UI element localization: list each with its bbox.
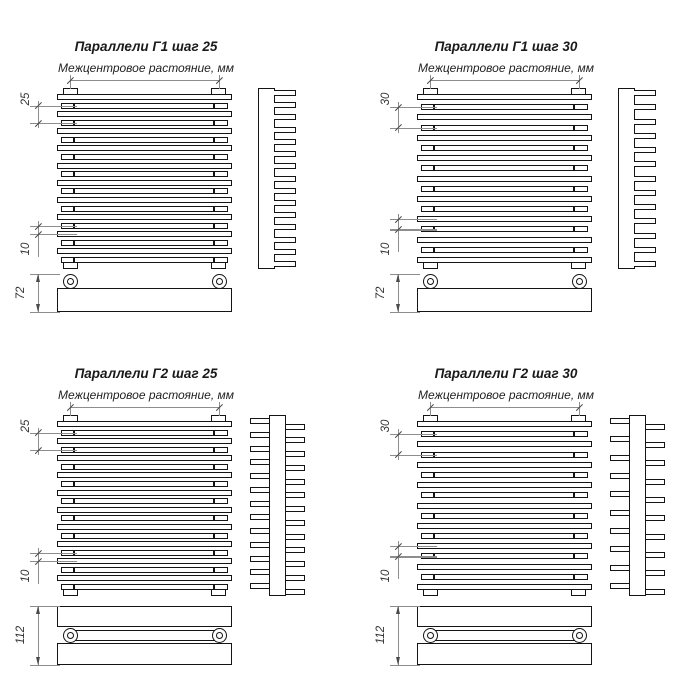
post-edge-tick [433,472,435,478]
post-edge-tick [213,223,215,229]
collector-post [258,88,275,269]
tube-bar-back [421,247,588,253]
pipe-connection-inner [427,632,434,639]
post-edge-tick [213,154,215,160]
post-edge-tick [213,103,215,109]
dim-step-value: 30 [380,92,392,106]
tube-tab [645,589,666,595]
center-distance-caption: Межцентровое растояние, мм [58,388,234,402]
tube-tab [250,432,271,438]
tube-bar-back [421,553,588,559]
tube-bar-back [61,584,228,590]
post-edge-tick [433,145,435,151]
tube-bar-front [57,490,232,496]
dim-tube-value: 10 [380,242,392,256]
post-edge-tick [213,447,215,453]
post-edge-tick [573,574,575,580]
pipe-connection-inner [576,278,583,285]
post-edge-tick [73,515,75,521]
tube-bar-back [61,550,228,556]
tube-tab [274,249,296,255]
bottom-view [417,606,592,665]
tube-bar-back [61,515,228,521]
post-edge-tick [433,574,435,580]
dimension-line [70,402,71,416]
panel-g2-step-30 [360,327,700,682]
post-edge-tick [73,154,75,160]
post-edge-tick [573,472,575,478]
tube-tab [634,90,656,96]
bottom-view [57,274,232,312]
tube-tab [285,506,306,512]
post-edge-tick [213,240,215,246]
tube-bar-back [61,464,228,470]
tube-bar-back [421,492,588,498]
dimension-arrow [396,657,400,665]
tube-bar-front [57,94,232,100]
tube-bar-front [417,155,592,161]
panel-title: Параллели Г1 шаг 25 [74,39,218,54]
post-edge-tick [73,464,75,470]
tube-tab [274,200,296,206]
tube-tab [285,479,306,485]
tube-tab [645,534,666,540]
tube-tab [634,147,656,153]
tube-bar-front [417,237,592,243]
dimension-line [30,665,60,666]
tube-bar-front [417,482,592,488]
tube-bar-back [61,447,228,453]
post-edge-tick [73,171,75,177]
post-edge-tick [73,481,75,487]
dimension-arrow [396,304,400,312]
tube-tab [634,161,656,167]
tube-tab [250,459,271,465]
pipe-connection-inner [216,632,223,639]
tube-bar-front [417,543,592,549]
post-edge-tick [573,533,575,539]
tube-bar-back [421,472,588,478]
post-edge-tick [73,188,75,194]
dimension-line [30,312,60,313]
tube-bar-back [421,226,588,232]
tube-tab [274,224,296,230]
tube-bar-front [57,455,232,461]
dimension-line [390,312,420,313]
tube-bar-back [61,223,228,229]
tube-tab [610,491,631,497]
post-edge-tick [213,120,215,126]
dim-tube-value: 10 [20,569,32,583]
tube-tab [285,534,306,540]
post-edge-tick [73,137,75,143]
post-edge-tick [213,481,215,487]
dimension-line [430,407,579,408]
tube-bar-front [417,564,592,570]
dimension-line [30,274,60,275]
tube-tab [645,424,666,430]
tube-tab [250,473,271,479]
tube-tab [285,465,306,471]
tube-bar-back [61,206,228,212]
tube-bar-front [57,248,232,254]
base-body-bottom [417,643,592,666]
dimension-arrow [396,606,400,614]
post-edge-tick [213,137,215,143]
tube-tab [634,133,656,139]
tube-bar-back [61,103,228,109]
panel-title: Параллели Г1 шаг 30 [434,39,578,54]
tube-tab [645,515,666,521]
post-edge-tick [573,247,575,253]
post-edge-tick [573,186,575,192]
tube-bar-front [57,575,232,581]
tube-tab [250,446,271,452]
tube-bar-front [57,163,232,169]
tube-bar-front [57,421,232,427]
tube-tab [645,442,666,448]
tube-bar-back [61,137,228,143]
tube-bar-front [417,462,592,468]
post-edge-tick [213,515,215,521]
post-edge-tick [433,247,435,253]
tube-tab [645,460,666,466]
tube-bar-front [57,507,232,513]
tube-bar-back [61,430,228,436]
tube-bar-back [61,154,228,160]
bottom-view [57,606,232,665]
post-edge-tick [573,125,575,131]
tube-tab [274,237,296,243]
tube-tab [634,119,656,125]
dim-tube-value: 10 [20,242,32,256]
tube-bar-back [61,120,228,126]
front-view [417,88,592,269]
front-view [57,415,232,596]
tube-tab [610,436,631,442]
post-edge-tick [73,533,75,539]
post-edge-tick [73,206,75,212]
post-edge-tick [573,104,575,110]
tube-bar-front [417,216,592,222]
post-edge-tick [213,206,215,212]
tube-tab [250,418,271,424]
tube-bar-front [417,94,592,100]
post-edge-tick [573,145,575,151]
bottom-view [417,274,592,312]
tube-bar-front [57,541,232,547]
front-view [57,88,232,269]
tube-tab [285,575,306,581]
tube-bar-back [421,206,588,212]
dimension-line [390,665,420,666]
tube-tab [634,190,656,196]
dimension-arrow [36,606,40,614]
tube-tab [250,514,271,520]
post-edge-tick [433,206,435,212]
post-edge-tick [73,584,75,590]
pipe-connection-inner [67,632,74,639]
post-edge-tick [213,257,215,263]
dimension-line [390,274,420,275]
tube-tab [634,176,656,182]
tube-bar-front [57,438,232,444]
tube-tab [285,437,306,443]
tube-tab [610,455,631,461]
tube-tab [610,528,631,534]
tube-tab [274,114,296,120]
post-edge-tick [73,240,75,246]
tube-tab [250,528,271,534]
tube-bar-back [61,188,228,194]
post-edge-tick [213,584,215,590]
panel-g1-step-30 [360,0,700,355]
post-edge-tick [573,492,575,498]
post-edge-tick [213,550,215,556]
tube-bar-front [57,558,232,564]
dimension-line [30,606,60,607]
post-edge-tick [213,498,215,504]
dim-base-value: 112 [15,625,27,645]
tube-tab [250,569,271,575]
tube-tab [610,510,631,516]
post-edge-tick [73,498,75,504]
post-edge-tick [73,257,75,263]
side-view [250,415,308,596]
dimension-line [70,75,71,89]
dimension-line [70,407,219,408]
dim-base-value: 112 [375,625,387,645]
side-view [618,88,658,269]
tube-tab [610,565,631,571]
post-edge-tick [433,165,435,171]
tube-tab [250,556,271,562]
dimension-line [430,75,431,89]
tube-tab [250,542,271,548]
tube-tab [645,552,666,558]
front-view [417,415,592,596]
tube-bar-back [61,240,228,246]
dimension-line [430,402,431,416]
pipe-connection-inner [67,278,74,285]
tube-bar-front [417,523,592,529]
tube-bar-front [57,231,232,237]
post-edge-tick [573,513,575,519]
dimension-line [390,606,420,607]
tube-tab [645,570,666,576]
tube-tab [634,261,656,267]
post-edge-tick [433,513,435,519]
dim-step-value: 30 [380,419,392,433]
dim-step-value: 25 [20,419,32,433]
tube-bar-front [417,257,592,263]
tube-tab [274,163,296,169]
tube-tab [285,520,306,526]
post-edge-tick [573,553,575,559]
tube-bar-front [57,128,232,134]
tube-bar-front [417,441,592,447]
post-edge-tick [213,567,215,573]
post-edge-tick [213,533,215,539]
tube-bar-front [57,214,232,220]
dimension-arrow [36,274,40,282]
post-edge-tick [573,431,575,437]
tube-bar-back [61,533,228,539]
tube-bar-front [417,196,592,202]
tube-tab [250,583,271,589]
base-body-bottom [57,643,232,666]
tube-tab [274,151,296,157]
tube-bar-back [421,431,588,437]
pipe-connection-inner [427,278,434,285]
tube-tab [645,479,666,485]
post-edge-tick [73,567,75,573]
tube-tab [274,90,296,96]
tube-bar-back [421,533,588,539]
panel-title: Параллели Г2 шаг 30 [434,366,578,381]
post-edge-tick [213,464,215,470]
tube-bar-back [61,498,228,504]
tube-tab [250,487,271,493]
post-edge-tick [433,492,435,498]
tube-bar-front [417,176,592,182]
tube-bar-back [61,257,228,263]
center-distance-caption: Межцентровое растояние, мм [418,61,594,75]
tube-bar-front [417,584,592,590]
tube-tab [634,233,656,239]
tube-bar-front [57,197,232,203]
base-body [417,288,592,312]
tube-bar-back [421,125,588,131]
tube-tab [274,139,296,145]
dimension-line [430,80,579,81]
tube-tab [285,451,306,457]
tube-bar-front [417,421,592,427]
dimension-arrow [36,657,40,665]
tube-bar-back [61,171,228,177]
tube-bar-back [421,104,588,110]
tube-tab [610,473,631,479]
post-edge-tick [213,171,215,177]
tube-tab [285,561,306,567]
post-edge-tick [573,165,575,171]
tube-bar-front [57,180,232,186]
tube-tab [634,218,656,224]
pipe-connection-inner [576,632,583,639]
tube-tab [250,501,271,507]
tube-bar-back [421,574,588,580]
base-body-top [417,606,592,627]
post-edge-tick [213,188,215,194]
tube-bar-back [421,513,588,519]
dimension-arrow [396,274,400,282]
tube-bar-back [61,481,228,487]
tube-tab [634,204,656,210]
collector-post [629,415,646,596]
tube-bar-front [57,145,232,151]
tube-tab [610,583,631,589]
collector-post [618,88,635,269]
tube-tab [610,546,631,552]
pipe-connection-inner [216,278,223,285]
tube-bar-back [421,165,588,171]
base-mid-strip [429,630,580,641]
tube-tab [274,261,296,267]
tube-bar-front [417,503,592,509]
center-distance-caption: Межцентровое растояние, мм [418,388,594,402]
tube-bar-front [417,114,592,120]
tube-tab [645,497,666,503]
base-body [57,288,232,312]
tube-tab [285,492,306,498]
tube-tab [634,247,656,253]
tube-bar-back [421,145,588,151]
tube-bar-front [417,135,592,141]
base-mid-strip [69,630,220,641]
panel-title: Параллели Г2 шаг 25 [74,366,218,381]
post-edge-tick [573,226,575,232]
tube-bar-front [57,524,232,530]
tube-bar-back [421,452,588,458]
post-edge-tick [213,430,215,436]
tube-tab [274,176,296,182]
base-body-top [57,606,232,627]
tube-tab [274,127,296,133]
side-view [610,415,668,596]
tube-bar-back [421,186,588,192]
tube-bar-front [57,472,232,478]
dim-base-value: 72 [15,286,27,300]
dim-tube-value: 10 [380,569,392,583]
tube-tab [610,418,631,424]
panel-g1-step-25 [0,0,350,355]
post-edge-tick [433,533,435,539]
dim-base-value: 72 [375,286,387,300]
dimension-arrow [36,304,40,312]
tube-tab [285,547,306,553]
side-view [258,88,298,269]
center-distance-caption: Межцентровое растояние, мм [58,61,234,75]
tube-tab [274,188,296,194]
tube-bar-front [57,111,232,117]
tube-tab [285,424,306,430]
tube-bar-back [61,567,228,573]
panel-g2-step-25 [0,327,350,682]
post-edge-tick [573,452,575,458]
post-edge-tick [433,186,435,192]
collector-post [269,415,286,596]
tube-tab [274,212,296,218]
dimension-line [70,80,219,81]
post-edge-tick [573,206,575,212]
dim-step-value: 25 [20,92,32,106]
tube-tab [634,104,656,110]
tube-tab [285,589,306,595]
tube-tab [274,102,296,108]
